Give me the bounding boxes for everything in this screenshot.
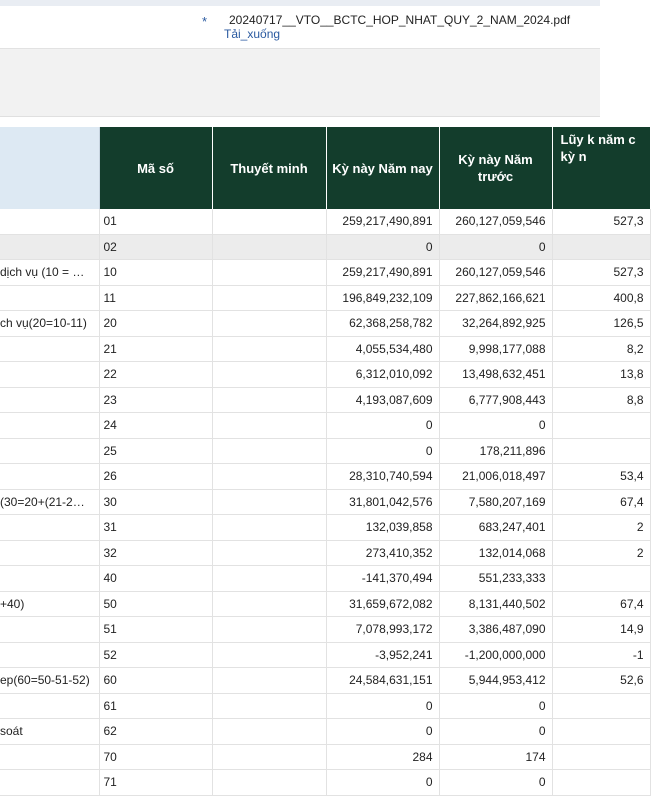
- row-note: [212, 234, 326, 260]
- row-note: [212, 642, 326, 668]
- row-cumulative-value: [552, 566, 650, 592]
- row-previous-value: 551,233,333: [439, 566, 552, 592]
- row-previous-value: 227,862,166,621: [439, 285, 552, 311]
- row-current-value: 62,368,258,782: [326, 311, 439, 337]
- table-row: [0, 668, 650, 694]
- row-previous-value: 0: [439, 693, 552, 719]
- row-current-value: 31,659,672,082: [326, 591, 439, 617]
- row-label: [0, 617, 99, 643]
- row-label: [0, 566, 99, 592]
- table-row: [0, 234, 650, 260]
- table-header-row: [0, 127, 650, 209]
- row-cumulative-value: 14,9: [552, 617, 650, 643]
- table-row: [0, 693, 650, 719]
- row-current-value: 0: [326, 719, 439, 745]
- row-cumulative-value: 2: [552, 515, 650, 541]
- row-previous-value: 6,777,908,443: [439, 387, 552, 413]
- row-cumulative-value: 2: [552, 540, 650, 566]
- row-label: (30=20+(21-2…: [0, 489, 99, 515]
- row-code: 10: [99, 260, 212, 286]
- row-code: 61: [99, 693, 212, 719]
- row-current-value: 4,193,087,609: [326, 387, 439, 413]
- row-cumulative-value: [552, 770, 650, 796]
- row-current-value: 0: [326, 438, 439, 464]
- row-previous-value: 260,127,059,546: [439, 209, 552, 234]
- row-previous-value: 178,211,896: [439, 438, 552, 464]
- row-cumulative-value: 8,2: [552, 336, 650, 362]
- table-body: [0, 209, 650, 795]
- row-code: 23: [99, 387, 212, 413]
- row-previous-value: 174: [439, 744, 552, 770]
- row-previous-value: 683,247,401: [439, 515, 552, 541]
- row-cumulative-value: [552, 693, 650, 719]
- header-note: Thuyết minh: [212, 127, 326, 209]
- row-code: 25: [99, 438, 212, 464]
- content-panel: [0, 49, 600, 117]
- row-note: [212, 362, 326, 388]
- row-label: dịch vụ (10 = …: [0, 260, 99, 286]
- row-code: 40: [99, 566, 212, 592]
- header-label-cell: [0, 127, 99, 209]
- row-current-value: 4,055,534,480: [326, 336, 439, 362]
- row-code: 26: [99, 464, 212, 490]
- table-row: [0, 362, 650, 388]
- row-note: [212, 311, 326, 337]
- row-previous-value: 32,264,892,925: [439, 311, 552, 337]
- row-label: [0, 362, 99, 388]
- table-row: [0, 719, 650, 745]
- header-cumulative: Lũy k năm c kỳ n: [552, 127, 650, 209]
- row-note: [212, 260, 326, 286]
- row-current-value: 28,310,740,594: [326, 464, 439, 490]
- row-label: [0, 413, 99, 439]
- row-note: [212, 591, 326, 617]
- row-label: [0, 464, 99, 490]
- row-code: 62: [99, 719, 212, 745]
- row-code: 01: [99, 209, 212, 234]
- row-note: [212, 413, 326, 439]
- row-label: [0, 744, 99, 770]
- row-previous-value: 0: [439, 234, 552, 260]
- row-note: [212, 668, 326, 694]
- row-cumulative-value: 53,4: [552, 464, 650, 490]
- row-note: [212, 464, 326, 490]
- row-note: [212, 387, 326, 413]
- table-row: [0, 464, 650, 490]
- row-cumulative-value: 8,8: [552, 387, 650, 413]
- row-note: [212, 566, 326, 592]
- row-current-value: -141,370,494: [326, 566, 439, 592]
- row-current-value: 132,039,858: [326, 515, 439, 541]
- row-code: 20: [99, 311, 212, 337]
- row-note: [212, 540, 326, 566]
- table-row: [0, 515, 650, 541]
- row-current-value: 273,410,352: [326, 540, 439, 566]
- row-code: 71: [99, 770, 212, 796]
- row-label: [0, 336, 99, 362]
- row-code: 24: [99, 413, 212, 439]
- row-current-value: 31,801,042,576: [326, 489, 439, 515]
- row-cumulative-value: -1: [552, 642, 650, 668]
- row-label: [0, 387, 99, 413]
- row-current-value: 0: [326, 770, 439, 796]
- table-row: [0, 438, 650, 464]
- row-note: [212, 438, 326, 464]
- row-current-value: 0: [326, 693, 439, 719]
- row-cumulative-value: 527,3: [552, 260, 650, 286]
- row-code: 21: [99, 336, 212, 362]
- row-cumulative-value: 13,8: [552, 362, 650, 388]
- attachment-filename: 20240717__VTO__BCTC_HOP_NHAT_QUY_2_NAM_2024.pdf: [229, 13, 571, 27]
- row-label: [0, 540, 99, 566]
- row-cumulative-value: 67,4: [552, 489, 650, 515]
- row-note: [212, 744, 326, 770]
- row-cumulative-value: 527,3: [552, 209, 650, 234]
- row-current-value: 284: [326, 744, 439, 770]
- row-previous-value: 132,014,068: [439, 540, 552, 566]
- row-code: 52: [99, 642, 212, 668]
- row-label: [0, 693, 99, 719]
- row-label: [0, 770, 99, 796]
- table-row: [0, 591, 650, 617]
- row-note: [212, 770, 326, 796]
- row-current-value: 6,312,010,092: [326, 362, 439, 388]
- row-code: 30: [99, 489, 212, 515]
- row-current-value: 259,217,490,891: [326, 209, 439, 234]
- header-previous: Kỳ này Năm trước: [439, 127, 552, 209]
- table-row: [0, 413, 650, 439]
- row-previous-value: 13,498,632,451: [439, 362, 552, 388]
- table-row: [0, 770, 650, 796]
- row-current-value: 24,584,631,151: [326, 668, 439, 694]
- row-current-value: 196,849,232,109: [326, 285, 439, 311]
- row-current-value: 259,217,490,891: [326, 260, 439, 286]
- row-code: 32: [99, 540, 212, 566]
- row-previous-value: 0: [439, 413, 552, 439]
- header-code: Mã số: [99, 127, 212, 209]
- row-note: [212, 693, 326, 719]
- table-row: [0, 336, 650, 362]
- row-cumulative-value: [552, 719, 650, 745]
- row-previous-value: 21,006,018,497: [439, 464, 552, 490]
- row-note: [212, 515, 326, 541]
- row-note: [212, 336, 326, 362]
- row-note: [212, 617, 326, 643]
- row-label: [0, 438, 99, 464]
- row-previous-value: 0: [439, 770, 552, 796]
- row-cumulative-value: [552, 413, 650, 439]
- row-current-value: 0: [326, 413, 439, 439]
- row-previous-value: 0: [439, 719, 552, 745]
- list-bullet: *: [202, 14, 208, 29]
- table-row: [0, 642, 650, 668]
- table-row: [0, 260, 650, 286]
- row-cumulative-value: 67,4: [552, 591, 650, 617]
- row-previous-value: 8,131,440,502: [439, 591, 552, 617]
- row-label: +40): [0, 591, 99, 617]
- row-label: [0, 234, 99, 260]
- table-row: [0, 285, 650, 311]
- row-label: ep(60=50-51-52): [0, 668, 99, 694]
- row-note: [212, 209, 326, 234]
- row-previous-value: 260,127,059,546: [439, 260, 552, 286]
- row-cumulative-value: 126,5: [552, 311, 650, 337]
- attachment-bar: [0, 6, 600, 49]
- row-cumulative-value: [552, 438, 650, 464]
- financial-table-container[interactable]: [0, 127, 644, 800]
- header-current: Kỳ này Năm nay: [326, 127, 439, 209]
- table-row: [0, 311, 650, 337]
- row-code: 60: [99, 668, 212, 694]
- row-label: [0, 515, 99, 541]
- row-code: 02: [99, 234, 212, 260]
- row-note: [212, 719, 326, 745]
- row-note: [212, 285, 326, 311]
- row-current-value: 0: [326, 234, 439, 260]
- row-code: 51: [99, 617, 212, 643]
- row-cumulative-value: 400,8: [552, 285, 650, 311]
- row-previous-value: 7,580,207,169: [439, 489, 552, 515]
- row-cumulative-value: 52,6: [552, 668, 650, 694]
- row-label: soát: [0, 719, 99, 745]
- row-previous-value: 5,944,953,412: [439, 668, 552, 694]
- row-code: 22: [99, 362, 212, 388]
- row-previous-value: 9,998,177,088: [439, 336, 552, 362]
- table-row: [0, 387, 650, 413]
- row-code: 70: [99, 744, 212, 770]
- table-row: [0, 617, 650, 643]
- row-code: 11: [99, 285, 212, 311]
- row-cumulative-value: [552, 234, 650, 260]
- row-current-value: -3,952,241: [326, 642, 439, 668]
- row-previous-value: 3,386,487,090: [439, 617, 552, 643]
- financial-table: [0, 127, 651, 796]
- table-row: [0, 209, 650, 234]
- download-link[interactable]: Tải_xuống: [224, 27, 281, 41]
- row-note: [212, 489, 326, 515]
- row-cumulative-value: [552, 744, 650, 770]
- table-row: [0, 566, 650, 592]
- row-code: 31: [99, 515, 212, 541]
- row-label: [0, 285, 99, 311]
- row-label: ch vụ(20=10-11): [0, 311, 99, 337]
- row-label: [0, 209, 99, 234]
- table-row: [0, 540, 650, 566]
- row-label: [0, 642, 99, 668]
- row-current-value: 7,078,993,172: [326, 617, 439, 643]
- row-previous-value: -1,200,000,000: [439, 642, 552, 668]
- table-row: [0, 489, 650, 515]
- row-code: 50: [99, 591, 212, 617]
- table-row: [0, 744, 650, 770]
